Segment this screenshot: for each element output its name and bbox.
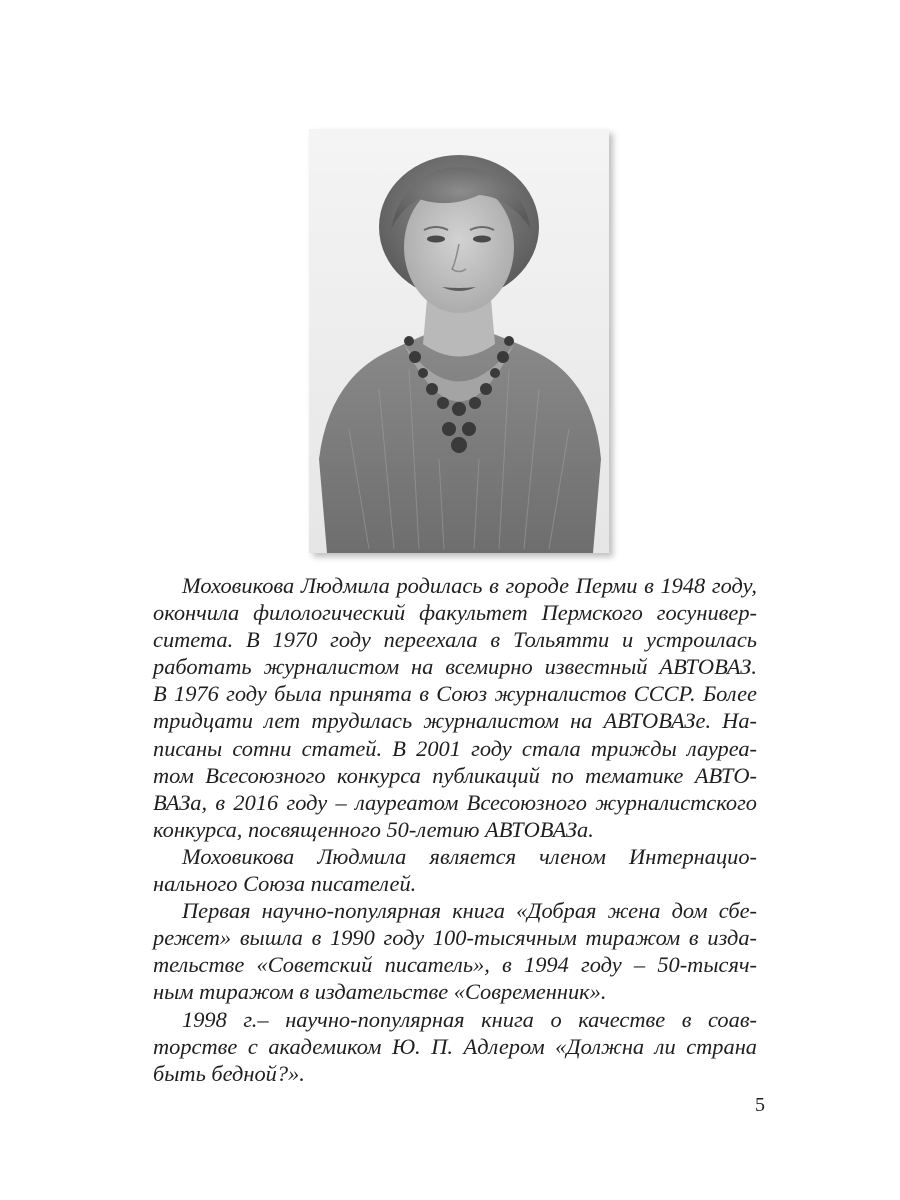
bio-line: работать журналистом на всемирно известный АВТОВАЗ. — [153, 654, 757, 680]
bio-line: Моховикова Людмила является членом Интернацио- — [182, 843, 757, 869]
bio-line: быть бедной?». — [153, 1060, 305, 1086]
portrait-photo-icon — [309, 129, 609, 553]
bio-line: 1998 г.– научно-популярная книга о качестве в соав- — [182, 1006, 757, 1032]
bio-line: ным тиражом в издательстве «Современник». — [153, 979, 607, 1005]
bio-line: тридцати лет трудилась журналистом на АВТОВАЗе. На- — [153, 708, 757, 734]
bio-line: писаны сотни статей. В 2001 году стала трижды лауреа- — [153, 735, 757, 761]
bio-line: В 1976 году была принята в Союз журналистов СССР. Более — [153, 681, 757, 707]
bio-line: конкурса, посвященного 50-летию АВТОВАЗа. — [153, 816, 594, 842]
page-number: 5 — [755, 1094, 765, 1116]
bio-line: том Всесоюзного конкурса публикаций по тематике АВТО- — [153, 762, 757, 788]
bio-line: торстве с академиком Ю. П. Адлером «Должна ли страна — [153, 1033, 757, 1059]
bio-line: режет» вышла в 1990 году 100-тысячным тиражом в изда- — [153, 925, 757, 951]
bio-line: ВАЗа, в 2016 году – лауреатом Всесоюзного журналистского — [153, 789, 757, 815]
author-portrait — [309, 129, 609, 553]
bio-line: нального Союза писателей. — [153, 871, 417, 897]
bio-line: окончила филологический факультет Пермского госунивер- — [153, 600, 757, 626]
bio-line: Первая научно-популярная книга «Добрая жена дом сбе- — [182, 898, 757, 924]
author-biography — [153, 572, 757, 1087]
bio-line: тельстве «Советский писатель», в 1994 году – 50-тысяч- — [153, 952, 757, 978]
bio-line: Моховикова Людмила родилась в городе Перми в 1948 году, — [182, 573, 757, 598]
bio-line: ситета. В 1970 году переехала в Тольятти и устроилась — [153, 627, 757, 653]
